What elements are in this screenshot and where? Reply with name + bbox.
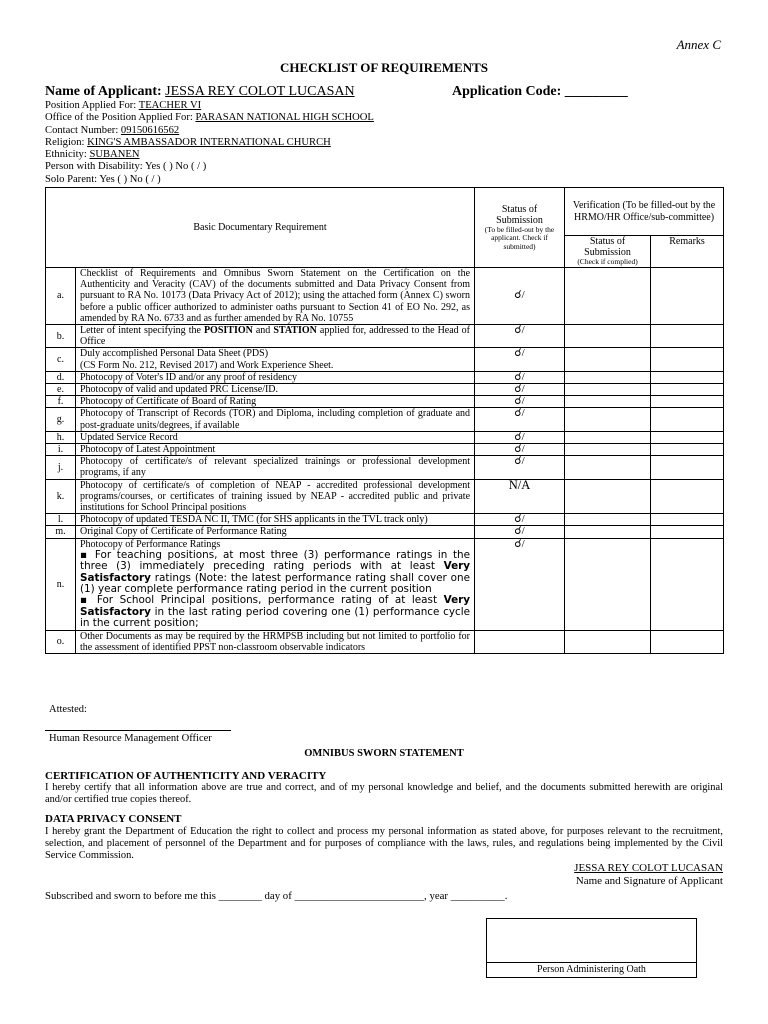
status-checkbox[interactable]: ☌/ — [475, 348, 565, 371]
status-checkbox[interactable]: ☌/ — [475, 408, 565, 431]
remarks-cell[interactable] — [651, 456, 724, 479]
status-checkbox[interactable] — [475, 630, 565, 653]
row-letter: e. — [46, 383, 76, 395]
remarks-cell[interactable] — [651, 479, 724, 514]
status-checkbox[interactable]: ☌/ — [475, 324, 565, 347]
verification-status-cell[interactable] — [565, 431, 651, 443]
verification-status-cell[interactable] — [565, 526, 651, 538]
applicant-name-label: Name of Applicant: — [45, 84, 162, 99]
contact-value: 09150616562 — [120, 124, 180, 136]
teaching-positions-bullet: ▪ For teaching positions, at most three (3) performance ratings in the three (3) immediately preceding rating periods with at least Very Satisfactory ratings (Note: the latest performance rating shall cover one (1) year complete performance rating period in the current position — [80, 548, 471, 595]
verification-status-cell[interactable] — [565, 408, 651, 431]
table-row — [46, 630, 724, 653]
verification-status-cell[interactable] — [565, 456, 651, 479]
remarks-cell[interactable] — [651, 538, 724, 630]
row-letter: b. — [46, 324, 76, 347]
row-description: Letter of intent specifying the POSITION and STATION applied for, addressed to the Head of Office — [76, 324, 475, 347]
row-description: Checklist of Requirements and Omnibus Sworn Statement on the Certification on the Authenticity and Veracity (CAV) of the documents submitted and Data Privacy Consent from pursuant to RA No. 10173 (Data Privacy Act of 2012); using the attached form (Annex C) sworn before a public officer authorized to administer oaths pursuant to Section 41 of EO No. 292, as amended by RA No. 6733 and as further amended by RA No. 10755 — [76, 267, 475, 324]
row-letter: a. — [46, 267, 76, 324]
signer-name: JESSA REY COLOT LUCASAN — [574, 862, 723, 874]
hr-signature-line — [45, 730, 231, 731]
contact-label: Contact Number: — [45, 124, 119, 136]
verification-status-cell[interactable] — [565, 479, 651, 514]
principal-positions-bullet: ▪ For School Principal positions, performance rating of at least Very Satisfactory in the last rating period covering one (1) performance cycle in the current position; — [80, 594, 471, 630]
attested-label: Attested: — [49, 704, 87, 715]
remarks-cell[interactable] — [651, 324, 724, 347]
application-code-line — [452, 84, 628, 100]
status-checkbox[interactable]: ☌/ — [475, 383, 565, 395]
position-value: TEACHER VI — [138, 100, 202, 111]
remarks-cell[interactable] — [651, 348, 724, 371]
header-verification: Verification (To be filled-out by the HRMO/HR Office/sub-committee) — [565, 188, 724, 236]
table-row — [46, 514, 724, 526]
remarks-cell[interactable] — [651, 443, 724, 455]
header-ver-status-note: (Check if complied) — [577, 257, 638, 267]
applicant-name: JESSA REY COLOT LUCASAN — [165, 84, 355, 99]
row-letter: c. — [46, 348, 76, 371]
application-code-label: Application Code: — [452, 84, 562, 99]
row-letter: m. — [46, 526, 76, 538]
status-checkbox[interactable]: ☌/ — [475, 443, 565, 455]
solo-parent-line: Solo Parent: Yes ( ) No ( / ) — [45, 173, 161, 185]
header-status-note: (To be filled-out by the applicant. Check if submitted) — [484, 224, 555, 251]
status-checkbox[interactable]: ☌/ — [475, 267, 565, 324]
row-letter: d. — [46, 371, 76, 383]
position-label: Position Applied For: — [45, 100, 137, 111]
status-checkbox[interactable]: ☌/ — [475, 371, 565, 383]
table-row — [46, 408, 724, 431]
remarks-cell[interactable] — [651, 267, 724, 324]
row-description: Other Documents as may be required by the HRMPSB including but not limited to portfolio for the assessment of identified PPST non-classroom observable indicators — [76, 630, 475, 653]
status-checkbox[interactable]: ☌/ — [475, 526, 565, 538]
header-requirement: Basic Documentary Requirement — [46, 188, 475, 268]
status-checkbox[interactable]: ☌/ — [475, 396, 565, 408]
table-row — [46, 526, 724, 538]
verification-status-cell[interactable] — [565, 630, 651, 653]
status-checkbox[interactable]: ☌/ — [475, 456, 565, 479]
row-description: Photocopy of valid and updated PRC License/ID. — [76, 383, 475, 395]
remarks-cell[interactable] — [651, 396, 724, 408]
verification-status-cell[interactable] — [565, 514, 651, 526]
page-title: CHECKLIST OF REQUIREMENTS — [279, 60, 489, 75]
verification-status-cell[interactable] — [565, 348, 651, 371]
remarks-cell[interactable] — [651, 514, 724, 526]
office-value: PARASAN NATIONAL HIGH SCHOOL — [195, 112, 374, 124]
religion-label: Religion: — [45, 136, 85, 148]
applicant-name-line — [45, 84, 355, 100]
status-checkbox[interactable]: ☌/ — [475, 538, 565, 630]
remarks-cell[interactable] — [651, 431, 724, 443]
row-letter: n. — [46, 538, 76, 630]
row-description: Photocopy of Certificate of Board of Rating — [76, 396, 475, 408]
row-letter: o. — [46, 630, 76, 653]
row-description: Photocopy of Voter's ID and/or any proof of residency — [76, 371, 475, 383]
privacy-heading: DATA PRIVACY CONSENT — [45, 813, 182, 825]
row-description: Photocopy of Transcript of Records (TOR) and Diploma, including completion of graduate and post-graduate units/degrees, if available — [76, 408, 475, 431]
table-row — [46, 443, 724, 455]
row-description: Updated Service Record — [76, 431, 475, 443]
table-row — [46, 324, 724, 347]
office-label: Office of the Position Applied For: — [45, 112, 193, 124]
cav-heading: CERTIFICATION OF AUTHENTICITY AND VERACITY — [45, 770, 327, 782]
row-letter: j. — [46, 456, 76, 479]
row-letter: l. — [46, 514, 76, 526]
status-checkbox[interactable]: ☌/ — [475, 514, 565, 526]
row-description: Photocopy of certificate/s of relevant specialized trainings or professional development programs, if any — [76, 456, 475, 479]
sworn-statement-line: Subscribed and sworn to before me this ________ day of ________________________, year __________. — [45, 890, 508, 902]
applicant-info — [45, 100, 374, 186]
table-row — [46, 479, 724, 514]
row-description — [76, 538, 475, 630]
row-letter: g. — [46, 408, 76, 431]
omnibus-title: OMNIBUS SWORN STATEMENT — [304, 748, 464, 759]
table-row — [46, 538, 724, 630]
annex-label: Annex C — [676, 37, 721, 52]
table-row — [46, 396, 724, 408]
remarks-cell[interactable] — [651, 383, 724, 395]
oath-box-label: Person Administering Oath — [487, 962, 696, 977]
ethnicity-label: Ethnicity: — [45, 149, 87, 161]
remarks-cell[interactable] — [651, 408, 724, 431]
table-row — [46, 371, 724, 383]
row-description: Photocopy of updated TESDA NC II, TMC (for SHS applicants in the TVL track only) — [76, 514, 475, 526]
pwd-line: Person with Disability: Yes ( ) No ( / ) — [45, 161, 207, 173]
row-description: Duly accomplished Personal Data Sheet (PDS) (CS Form No. 212, Revised 2017) and Work Experience Sheet. — [76, 348, 475, 371]
oath-signature-box — [486, 918, 697, 978]
row-description: Photocopy of certificate/s of completion of NEAP - accredited professional development programs/courses, or certificates of training issued by NEAP - accredited public and private institutions for School Principal positions — [76, 479, 475, 514]
privacy-text: I hereby grant the Department of Education the right to collect and process my personal information as stated above, for purposes relevant to the recruitment, selection, and placement of personnel of the Department and for purposes of compliance with the laws, rules, and regulations being implemented by the Civil Service Commission. — [45, 826, 723, 862]
remarks-cell[interactable] — [651, 371, 724, 383]
verification-status-cell[interactable] — [565, 396, 651, 408]
religion-value: KING'S AMBASSADOR INTERNATIONAL CHURCH — [87, 136, 331, 148]
status-checkbox[interactable]: ☌/ — [475, 431, 565, 443]
header-status-label: Status of Submission — [496, 203, 543, 226]
verification-status-cell[interactable] — [565, 538, 651, 630]
verification-status-cell[interactable] — [565, 267, 651, 324]
verification-status-cell[interactable] — [565, 383, 651, 395]
requirements-table — [45, 187, 724, 654]
verification-status-cell[interactable] — [565, 371, 651, 383]
ethnicity-value: SUBANEN — [89, 149, 140, 161]
header-status — [475, 188, 565, 268]
header-ver-status-label: Status of Submission — [584, 236, 631, 259]
row-letter: f. — [46, 396, 76, 408]
table-row — [46, 456, 724, 479]
hr-officer-label: Human Resource Management Officer — [49, 733, 212, 744]
header-ver-status — [565, 236, 651, 268]
table-row — [46, 267, 724, 324]
row-letter: k. — [46, 479, 76, 514]
cav-text: I hereby certify that all information above are true and correct, and of my personal knowledge and belief, and the documents submitted herewith are original and/or certified true copies thereof. — [45, 782, 723, 806]
verification-status-cell[interactable] — [565, 443, 651, 455]
row-letter: h. — [46, 431, 76, 443]
remarks-cell[interactable] — [651, 526, 724, 538]
row-letter: i. — [46, 443, 76, 455]
signer-caption: Name and Signature of Applicant — [575, 875, 723, 887]
table-row — [46, 348, 724, 371]
row-description: Original Copy of Certificate of Performance Rating — [76, 526, 475, 538]
row-description: Photocopy of Latest Appointment — [76, 443, 475, 455]
application-code-value: _________ — [564, 84, 628, 99]
table-row — [46, 383, 724, 395]
table-row — [46, 431, 724, 443]
performance-ratings-title: Photocopy of Performance Ratings — [80, 538, 221, 550]
remarks-cell[interactable] — [651, 630, 724, 653]
verification-status-cell[interactable] — [565, 324, 651, 347]
status-checkbox[interactable]: N/A — [475, 479, 565, 514]
header-remarks: Remarks — [651, 236, 724, 268]
